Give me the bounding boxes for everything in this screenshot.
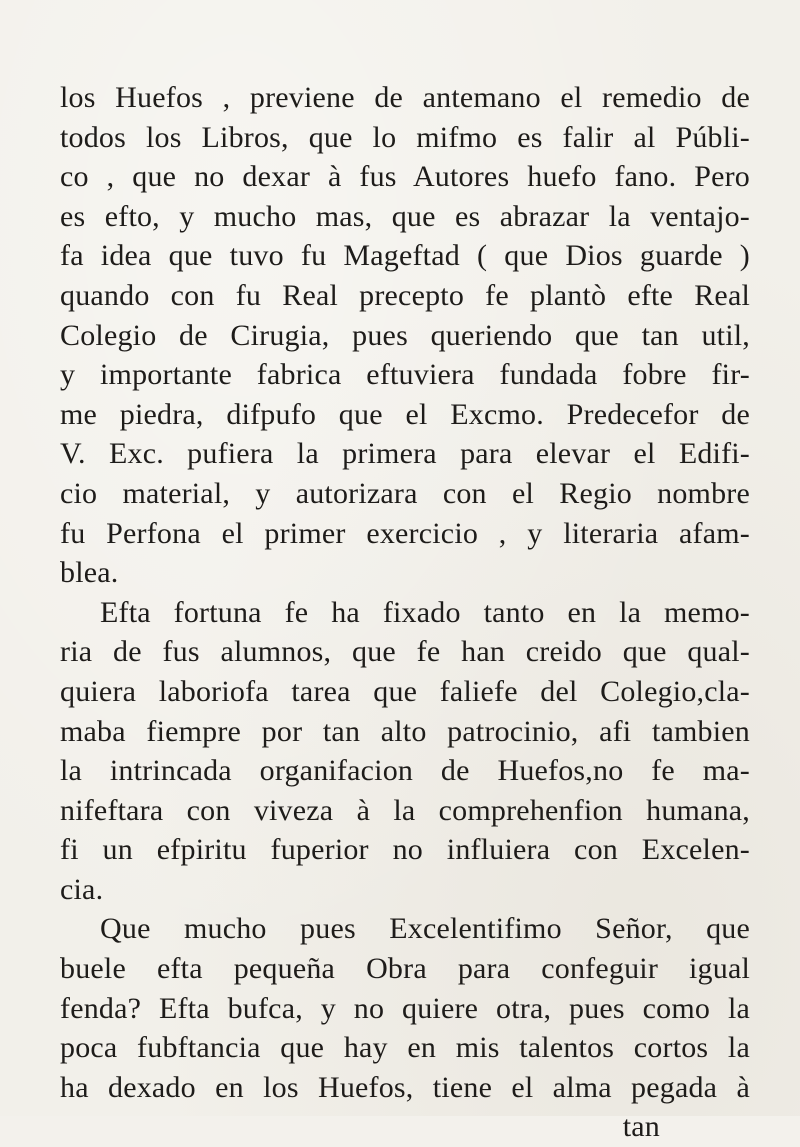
text-line: Colegio de Cirugia, pues queriendo que tan util,	[60, 318, 750, 352]
text-line: fi un efpiritu fuperior no influiera con Excelen-	[60, 833, 750, 867]
text-line: poca fubftancia que hay en mis talentos cortos la	[60, 1031, 750, 1065]
text-line: buele efta pequeña Obra para confeguir igual	[60, 952, 750, 986]
text-line: co , que no dexar à fus Autores huefo fano. Pero	[60, 160, 750, 194]
text-line: quando con fu Real precepto fe plantò efte Real	[60, 278, 750, 312]
text-line: quiera laboriofa tarea que faliefe del Colegio,cla-	[60, 674, 750, 708]
text-line: fenda? Efta bufca, y no quiere otra, pues como la	[60, 991, 750, 1025]
text-line: me piedra, difpufo que el Excmo. Predecefor de	[60, 397, 750, 431]
text-line: ha dexado en los Huefos, tiene el alma pegada à	[60, 1070, 750, 1104]
paragraph-end-line: blea.	[60, 556, 119, 590]
text-line: fu Perfona el primer exercicio , y literaria afam-	[60, 516, 750, 550]
body-text	[60, 78, 750, 1147]
text-line: la intrincada organifacion de Huefos,no fe ma-	[60, 754, 750, 788]
paragraph-end-line: cia.	[60, 872, 104, 906]
text-line: todos los Libros, que lo mifmo es falir al Públi-	[60, 120, 750, 154]
text-line: V. Exc. pufiera la primera para elevar el Edifi-	[60, 437, 750, 471]
text-line: y importante fabrica eftuviera fundada fobre fir-	[60, 358, 750, 392]
text-line: maba fiempre por tan alto patrocinio, afi tambien	[60, 714, 750, 748]
paragraph-start-line: Que mucho pues Excelentifimo Señor, que	[100, 912, 750, 946]
text-line: es efto, y mucho mas, que es abrazar la ventajo-	[60, 199, 750, 233]
text-line: ria de fus alumnos, que fe han creido que qual-	[60, 635, 750, 669]
paragraph-start-line: Efta fortuna fe ha fixado tanto en la memo-	[100, 595, 750, 629]
text-line: fa idea que tuvo fu Mageftad ( que Dios guarde )	[60, 239, 750, 273]
catchword: tan	[622, 1110, 660, 1144]
text-line: cio material, y autorizara con el Regio nombre	[60, 476, 750, 510]
text-line: nifeftara con viveza à la comprehenfion humana,	[60, 793, 750, 827]
text-line: los Huefos , previene de antemano el remedio de	[60, 81, 750, 114]
